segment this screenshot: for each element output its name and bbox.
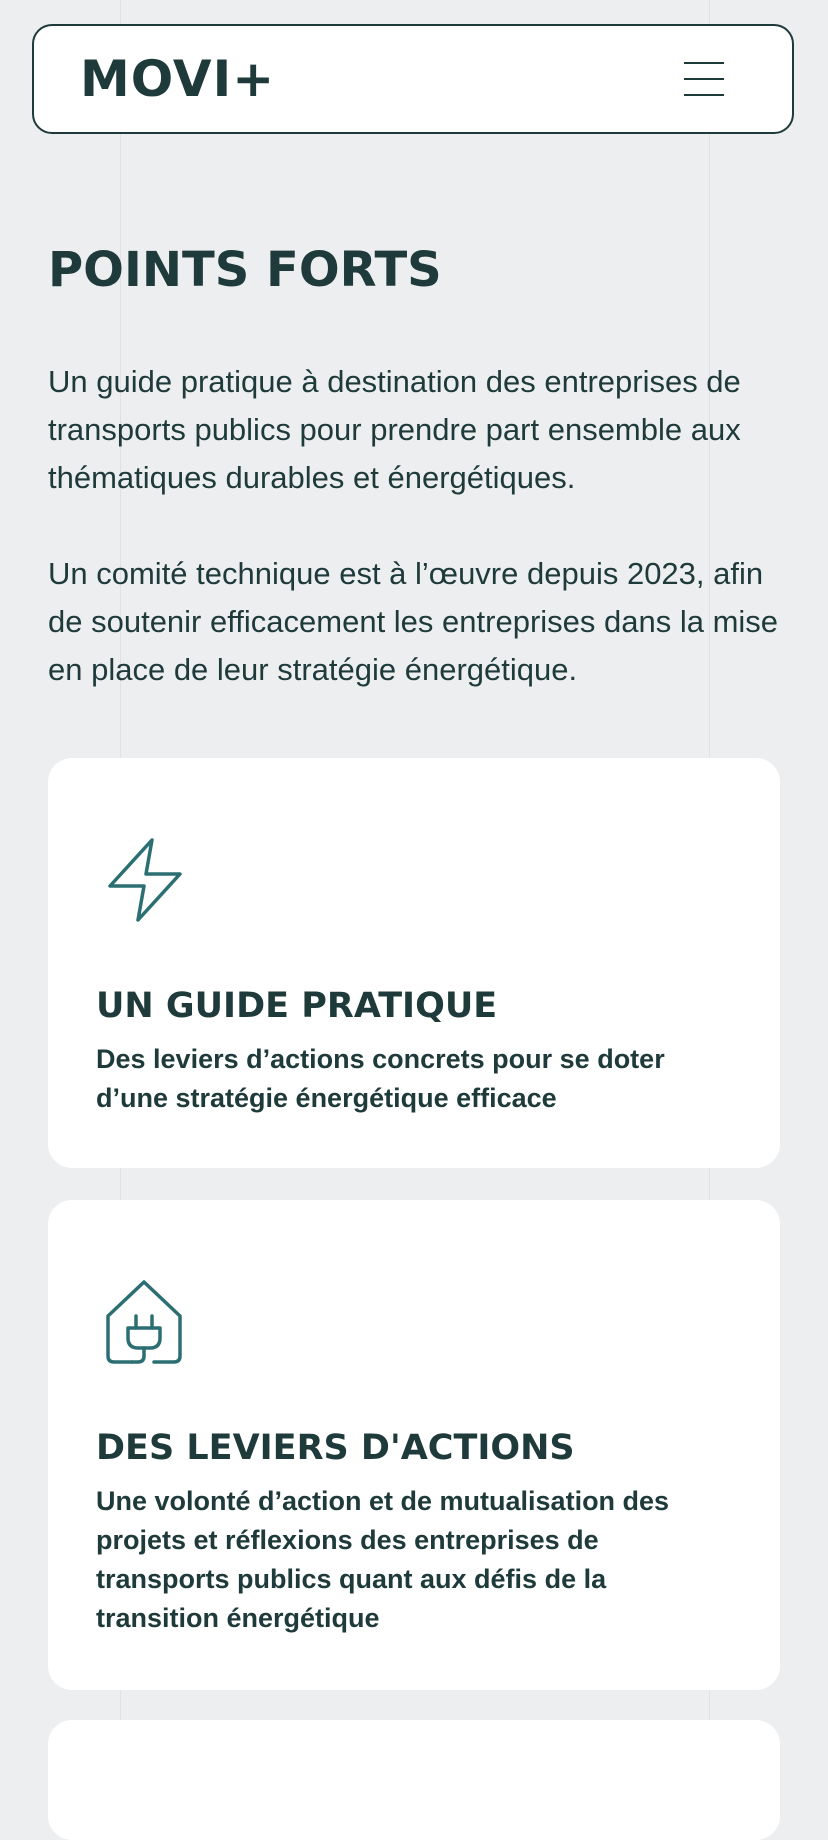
feature-card [48,1720,780,1840]
card-description: Une volonté d’action et de mutualisation des projets et réflexions des entreprises de transports publics quant aux défis de la transition énergétique [96,1486,670,1633]
card-title: DES LEVIERS D'ACTIONS [96,1428,575,1468]
movi-logo[interactable]: MOVI+ [80,50,276,108]
feature-card [48,1200,780,1690]
house-plug-icon [104,1278,184,1366]
hamburger-menu-icon[interactable] [684,62,724,96]
site-header [32,24,794,134]
intro-paragraph: Un guide pratique à destination des entreprises de transports publics pour prendre part ensemble aux thématiques durables et énergétiques. [48,364,741,495]
feature-card [48,758,780,1168]
page-title: POINTS FORTS [48,242,442,298]
card-title: UN GUIDE PRATIQUE [96,986,498,1026]
card-description: Des leviers d’actions concrets pour se doter d’une stratégie énergétique efficace [96,1044,665,1113]
lightning-bolt-icon [104,836,184,924]
intro-paragraph: Un comité technique est à l’œuvre depuis 2023, afin de soutenir efficacement les entreprises dans la mise en place de leur stratégie énergétique. [48,556,779,687]
